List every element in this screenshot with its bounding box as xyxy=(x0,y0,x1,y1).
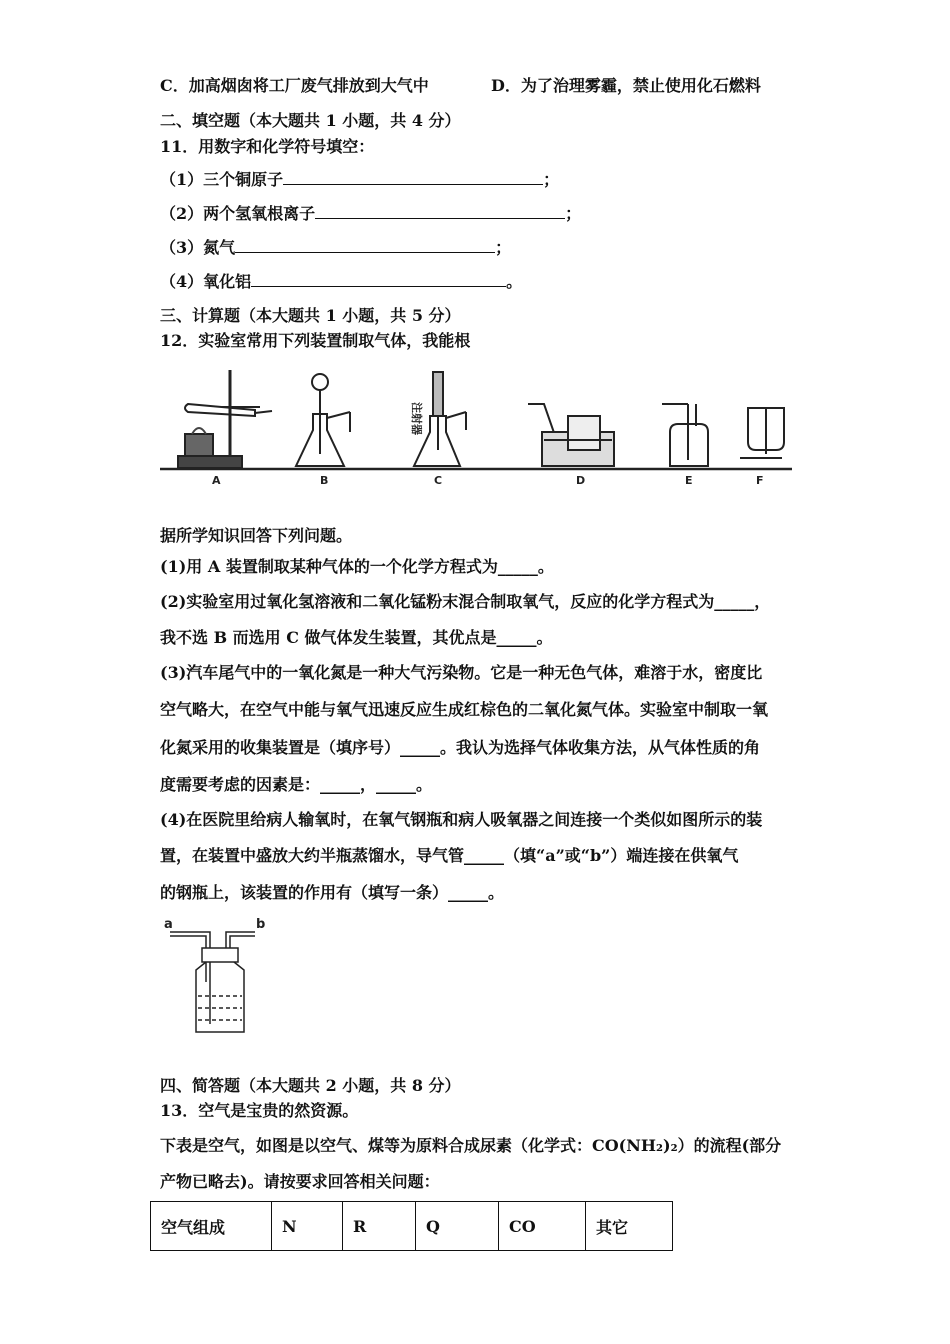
section3-heading: 三、计算题（本大题共 1 小题，共 5 分） xyxy=(160,306,461,325)
tube-label-b: b xyxy=(256,917,266,932)
q12-part3-line2: 空气略大，在空气中能与氧气迅速反应生成红棕色的二氧化氮气体。实验室中制取一氧 xyxy=(160,700,769,719)
answer-blank[interactable] xyxy=(315,204,565,219)
answer-blank[interactable] xyxy=(283,170,543,185)
option-c: C．加高烟囱将工厂废气排放到大气中 xyxy=(160,76,429,95)
q11-item-2: （2）两个氢氧根离子 ； xyxy=(160,204,582,223)
table-cell: 空气组成 xyxy=(151,1202,272,1251)
label-c: C xyxy=(434,474,443,487)
q11-item-1: （1）三个铜原子 ； xyxy=(160,170,560,189)
q12-part3-line4: 度需要考虑的因素是：_____，_____。 xyxy=(160,775,433,794)
q12-part4-line3: 的钢瓶上，该装置的作用有（填写一条）_____。 xyxy=(160,883,505,902)
label-e: E xyxy=(685,474,693,487)
answer-blank[interactable] xyxy=(235,238,495,253)
label-d: D xyxy=(576,474,586,487)
apparatus-f xyxy=(740,408,784,458)
q12-part4-line2: 置，在装置中盛放大约半瓶蒸馏水，导气管_____（填“a”或“b”）端连接在供氧气 xyxy=(160,846,739,865)
q13-stem: 13．空气是宝贵的然资源。 xyxy=(160,1101,359,1120)
q12-stem: 12．实验室常用下列装置制取气体，我能根 xyxy=(160,331,471,350)
q11-item-4: （4）氧化铝 。 xyxy=(160,272,523,291)
section4-heading: 四、简答题（本大题共 2 小题，共 8 分） xyxy=(160,1076,461,1095)
q12-part3-line3: 化氮采用的收集装置是（填序号）_____。我认为选择气体收集方法，从气体性质的角 xyxy=(160,738,761,757)
apparatus-d xyxy=(528,404,614,466)
label-b: B xyxy=(320,474,329,487)
apparatus-b xyxy=(296,374,350,466)
syringe-label: 注射器 xyxy=(410,402,423,435)
q12-continuation: 据所学知识回答下列问题。 xyxy=(160,526,353,545)
table-row xyxy=(151,1202,673,1251)
section2-heading: 二、填空题（本大题共 1 小题，共 4 分） xyxy=(160,111,461,130)
q12-part3-line1: (3)汽车尾气中的一氧化氮是一种大气污染物。它是一种无色气体，难溶于水，密度比 xyxy=(160,663,763,682)
table-cell: Q xyxy=(416,1202,499,1251)
q11-stem: 11．用数字和化学符号填空： xyxy=(160,137,375,156)
label-a: A xyxy=(212,474,221,487)
apparatus-a xyxy=(178,370,272,468)
table-cell: 其它 xyxy=(586,1202,673,1251)
wash-bottle-figure xyxy=(160,912,280,1042)
table-cell: CO xyxy=(499,1202,586,1251)
answer-blank[interactable] xyxy=(251,272,506,287)
table-cell: R xyxy=(343,1202,416,1251)
q12-part2-line2: 我不选 B 而选用 C 做气体发生装置，其优点是_____。 xyxy=(160,628,553,647)
table-cell: N xyxy=(272,1202,343,1251)
label-f: F xyxy=(756,474,764,487)
air-composition-table xyxy=(150,1201,673,1251)
q12-part2-line1: (2)实验室用过氧化氢溶液和二氧化锰粉末混合制取氧气，反应的化学方程式为_____， xyxy=(160,592,771,611)
q12-part1: (1)用 A 装置制取某种气体的一个化学方程式为_____。 xyxy=(160,557,554,576)
apparatus-e xyxy=(662,404,708,466)
tube-label-a: a xyxy=(164,917,173,932)
q11-item-3: （3）氮气 ； xyxy=(160,238,512,257)
option-d: D．为了治理雾霾，禁止使用化石燃料 xyxy=(491,76,761,95)
q12-part4-line1: (4)在医院里给病人输氧时，在氧气钢瓶和病人吸氧器之间连接一个类似如图所示的装 xyxy=(160,810,763,829)
q13-line1: 下表是空气，如图是以空气、煤等为原料合成尿素（化学式：CO(NH₂)₂）的流程(部分 xyxy=(160,1136,782,1155)
apparatus-figure xyxy=(160,362,800,492)
q13-line2: 产物已略去)。请按要求回答相关问题： xyxy=(160,1172,440,1191)
